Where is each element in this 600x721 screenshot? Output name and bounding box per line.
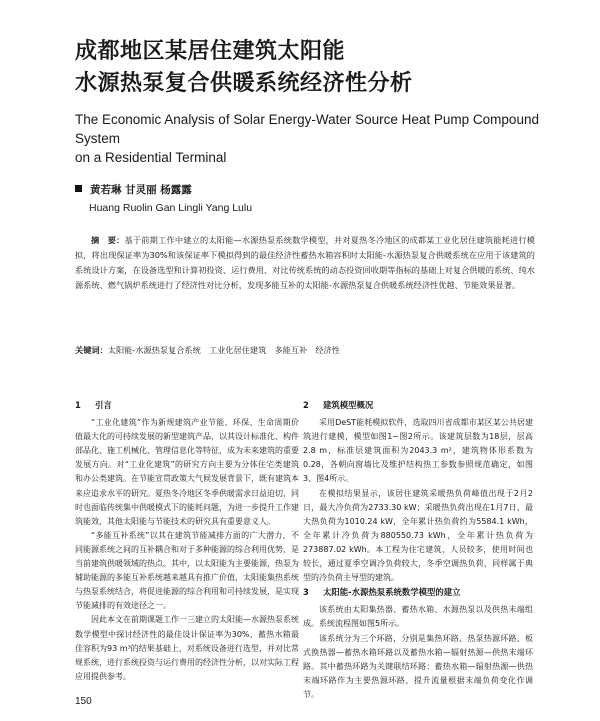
right-column <box>303 398 533 702</box>
section-title: 太阳能-水源热泵系统数学模型的建立 <box>323 587 461 598</box>
abstract-label: 摘 要： <box>91 235 125 245</box>
abstract <box>75 233 535 293</box>
authors-chinese <box>75 183 192 197</box>
body-paragraph: “多能互补系统”以其在建筑节能减排方面的广大潜力，不同能源系统之间的互补耦合和对于多种能源的综合利用优势，是当前建筑供暖领域的热点。其中，以太阳能为主要能源，热泵为辅助能源的多能互补系统越来越具有推广价值，太阳能集热系统与热泵系统结合，将促进能源的综合利用和可持续发展，是实现节能减排的有效途径之一。 <box>75 530 299 611</box>
square-bullet-icon <box>75 185 82 192</box>
left-column <box>75 398 299 684</box>
body-paragraph: 该系统由太阳集热器、蓄热水箱、水源热泵以及供热末端组成。系统流程图如图5所示。 <box>303 605 533 629</box>
title-chinese-line-2: 水源热泵复合供暖系统经济性分析 <box>75 71 413 96</box>
keywords-text: 太阳能-水源热泵复合系统 工业化居住建筑 多能互补 经济性 <box>107 345 340 355</box>
body-paragraph: 因此本文在前期课题工作一三建立的太阳能—水源热泵系统数学模型中探讨经济性的最佳设计保证率为30%、蓄热水箱最佳容积为93 m³的结果基础上，对系统设备进行选型，并对比常规系统，进行系统投资与运行费用的经济性分析，以对实际工程应用提供参考。 <box>75 615 299 681</box>
authors-chinese-text: 黄若琳 甘灵丽 杨露露 <box>90 184 192 196</box>
title-english-line-2: on a Residential Terminal <box>75 150 227 165</box>
section-heading <box>303 398 533 412</box>
title-chinese <box>75 36 535 100</box>
section-heading <box>75 398 299 412</box>
title-english-line-1: The Economic Analysis of Solar Energy-Water Source Heat Pump Compound System <box>75 112 539 146</box>
keywords <box>75 344 535 357</box>
section-heading <box>303 585 533 599</box>
section-number: 2 <box>303 400 309 410</box>
body-paragraph: 采用DeST能耗模拟软件，选取四川省成都市某区某公共居建筑进行建模，模型如图1~图2所示。该建筑层数为18层，层高2.8 m，标准层建筑面积为2043.3 m²，建筑物体形系数为0.28，各朝向窗墙比及维护结构热工参数参照规范确定，如图3、图4所示。 <box>303 418 533 484</box>
keywords-label: 关键词： <box>75 345 108 355</box>
title-english <box>75 110 565 167</box>
section-title: 建筑模型概况 <box>323 400 374 410</box>
page-number: 150 <box>75 696 92 707</box>
body-paragraph: “工业化建筑”作为新规建筑产业节能、环保、生命周期价值最大化的可持续发展的新型建筑产品，以其设计标准化、构件部品化、施工机械化、管理信息化等特征，成为未来建筑的重要发展方向。对“工业化建筑”的研究方向主要为分体住宅类建筑和办公类建筑。在节能宣贯政策大气候发展背景下，既有建筑本来应追求水平的研究。夏热冬冷地区冬季供暖需求日益迫切，同时也面临传统集中供暖模式下的能耗问题，为进一步提升工作建筑能效，其他太阳能与节能技术的研究具有重要意义人。 <box>75 418 299 526</box>
section-number: 3 <box>303 587 309 598</box>
title-chinese-line-1: 成都地区某居住建筑太阳能 <box>75 39 346 64</box>
section-title: 引言 <box>95 400 112 410</box>
section-number: 1 <box>75 400 81 410</box>
authors-english: Huang Ruolin Gan Lingli Yang Lulu <box>89 202 253 214</box>
abstract-text: 基于前期工作中建立的太阳能—水源热泵系统数学模型，并对夏热冬冷地区的成都某工业化居住建筑能耗进行模拟，将出现保证率为30%和该保证率下模拟得到的最佳经济性蓄热水箱容积时太阳能-水源热泵复合供暖系统在应用于该建筑的系统设计方案，在设备选型和计算初投资、运行费用、对比传统系统的动态投资回收期等指标的基础上对复合供暖的系统、纯水源系统、燃气锅炉系统进行了经济性对比分析，发现多能互补的太阳能-水源热泵复合供暖系统经济性优越、节能效果显著。 <box>75 235 535 290</box>
body-paragraph: 在模拟结果显示，该居住建筑采暖热负荷峰值出现于2月2日，最大冷负荷为2733.30 kW；采暖热负荷出现在1月7日，最大热负荷为1010.24 kW，全年累计热负荷约为5584.1 kWh，全年累计冷负荷为880550.73 kWh，全年累计热负荷为273887.02 kWh。本工程为住宅建筑，人员较多，使用时间也较长，通过夏季空调冷负荷较大，冬季空调热负荷，同样属于典型的冷负荷主导型的建筑。 <box>303 488 533 583</box>
body-paragraph: 该系统分为三个环路，分别是集热环路、热泵热源环路、板式换热器—蓄热水箱环路以及蓄热水箱—辐射热源—供热末端环路。其中蓄热环路为关键联结环路：蓄热水箱—辐射热源—供热末端环路作为主要热源环路，提升流量根据末端负荷变化作调节。 <box>303 633 533 699</box>
